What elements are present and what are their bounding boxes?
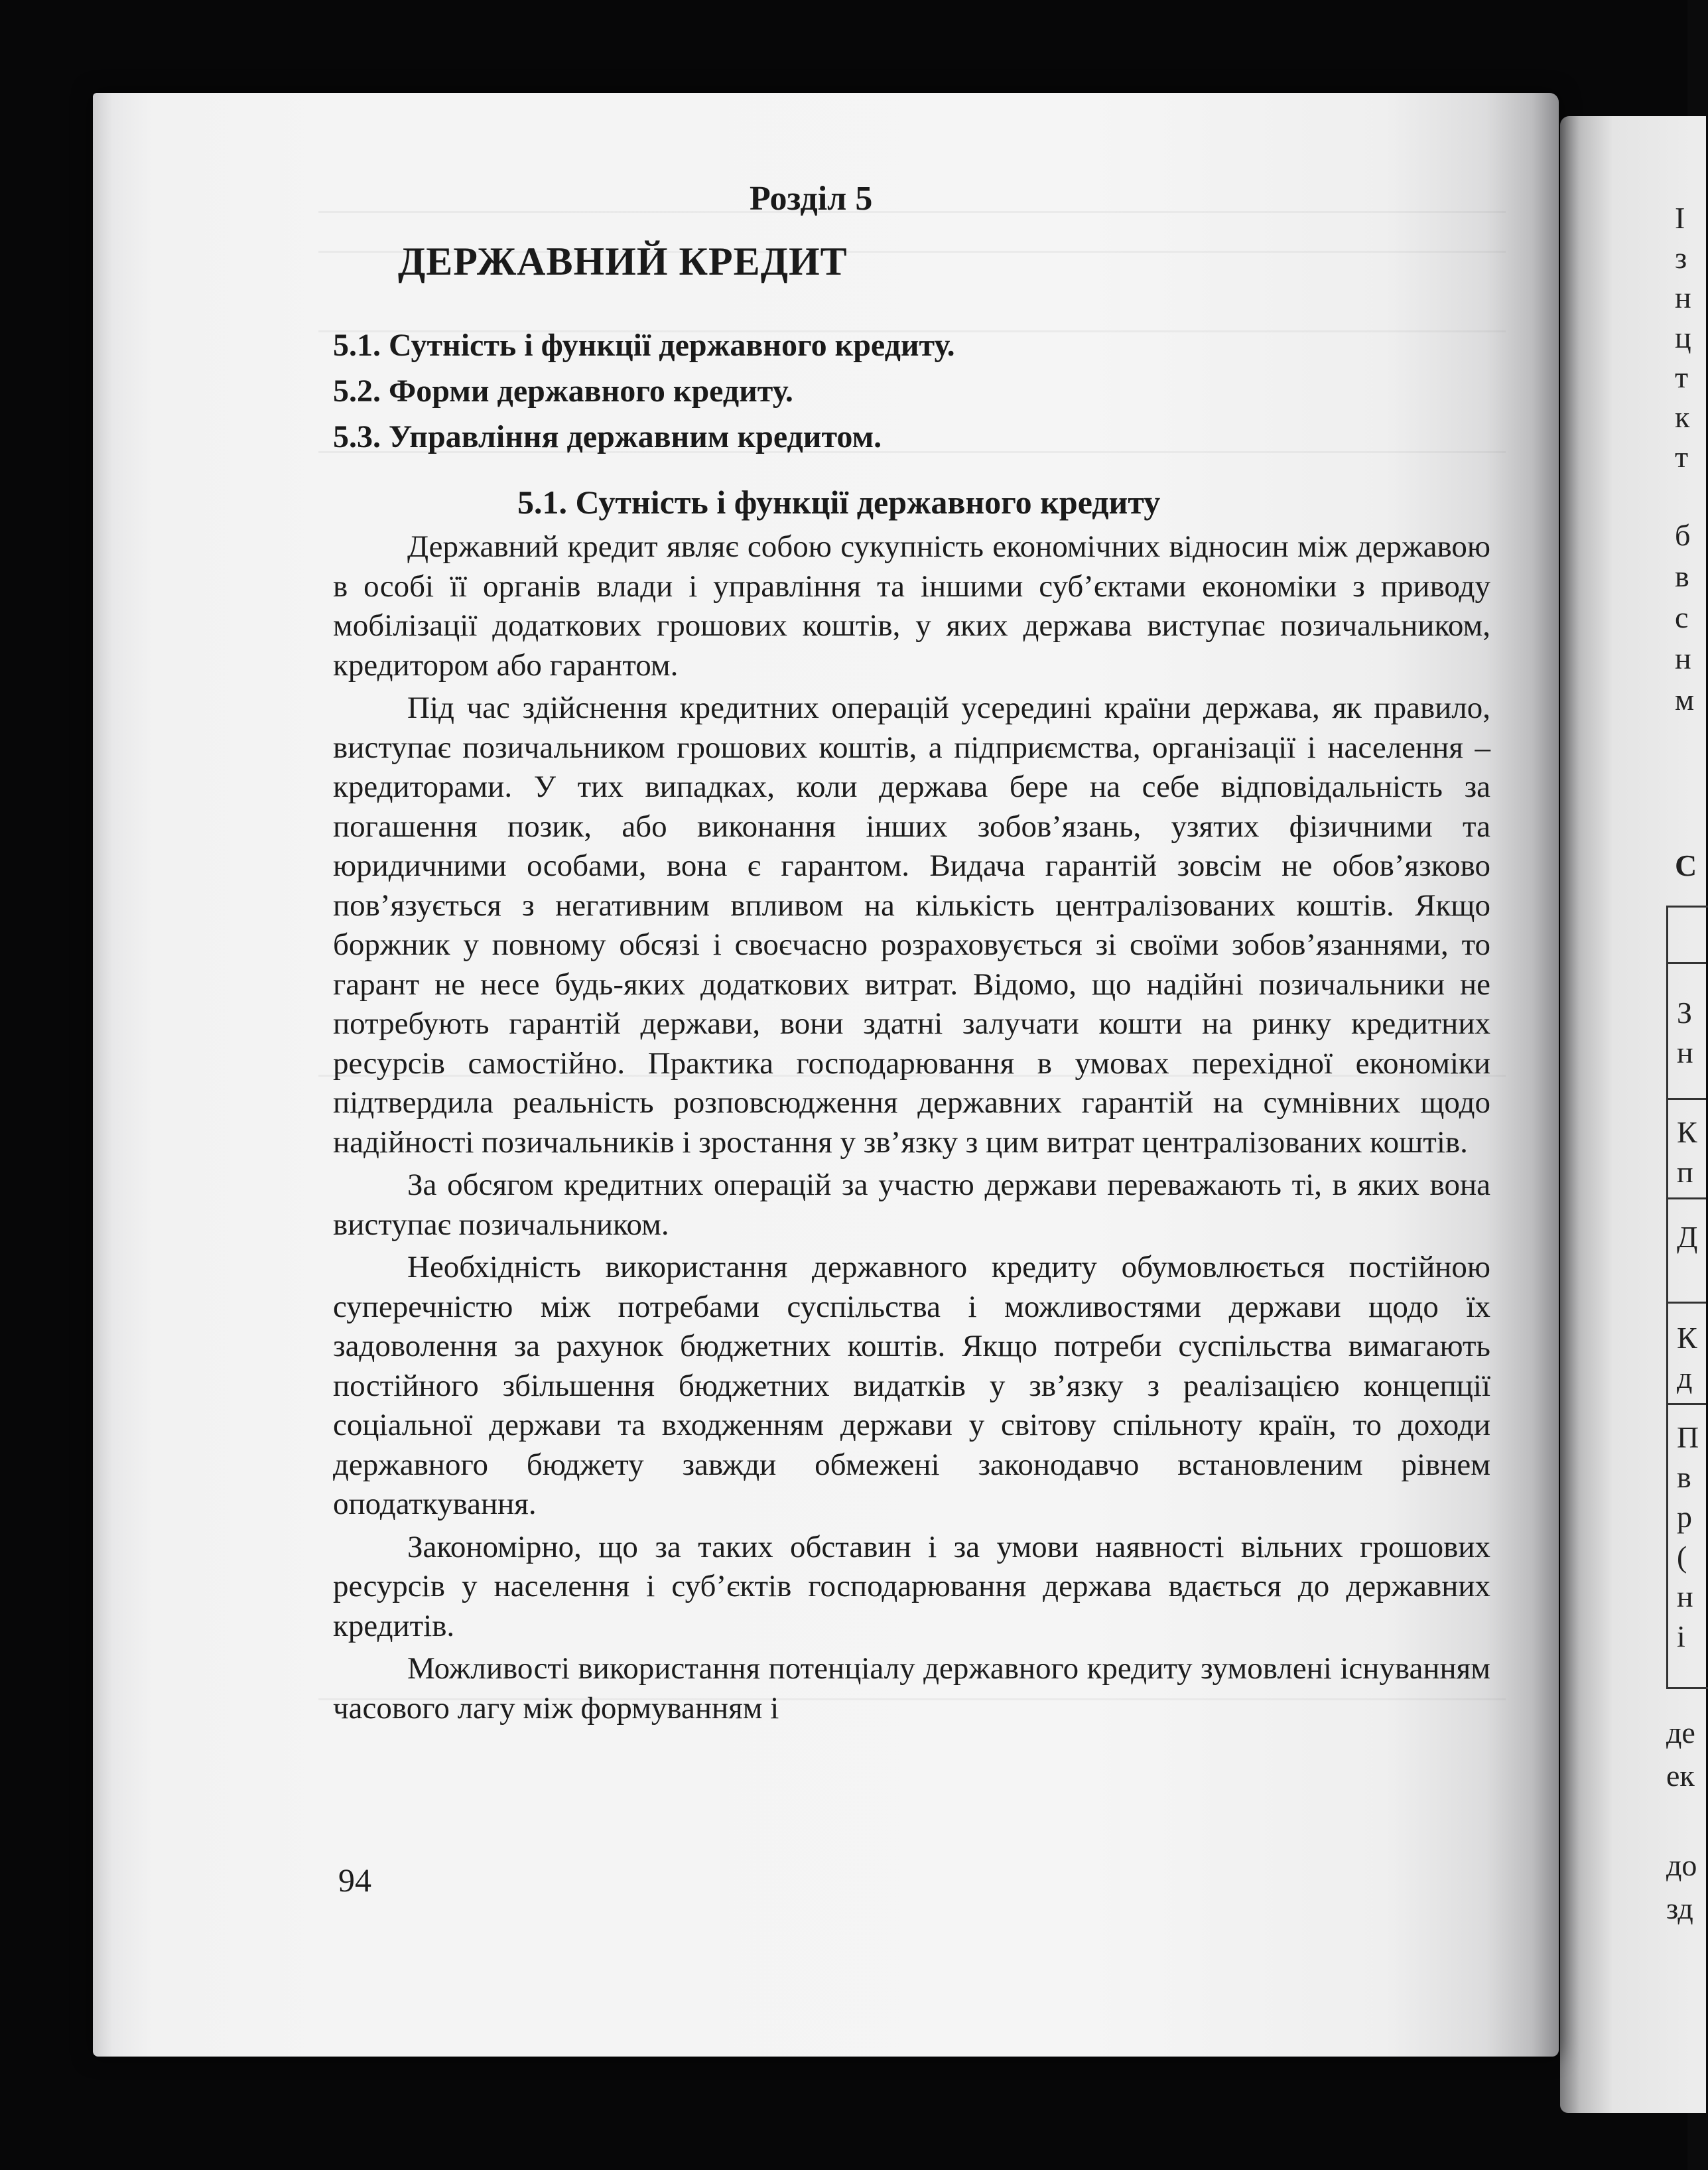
body-text <box>333 527 1490 1731</box>
toc-item: 5.2. Форми державного кредиту. <box>333 373 793 409</box>
table-rule <box>1666 1302 1706 1304</box>
right-page-letter: ( <box>1677 1540 1687 1574</box>
table-rule <box>1666 962 1706 964</box>
right-page-letter: К <box>1677 1321 1697 1355</box>
right-page-letter: д <box>1677 1361 1693 1394</box>
right-page-letter: р <box>1677 1500 1692 1534</box>
paragraph: За обсягом кредитних операцій за участю держави переважають ті, в яких вона виступає позичальником. <box>333 1168 1490 1242</box>
table-of-contents <box>333 322 955 460</box>
table-rule <box>1666 1197 1706 1199</box>
toc-item: 5.3. Управління державним кредитом. <box>333 419 882 454</box>
paragraph: Під час здійснення кредитних операцій усередині країни держава, як правило, виступає позичальником грошових коштів, а підприємства, організації і населення – кредиторами. У тих випадках, коли держава бере на себе відповідальність за погашення позик, або виконання інших зобов’язань, узятих фізичними та юридичними особами, вона є гарантом. Видача гарантій зовсім не обов’язково пов’язується з негативним впливом на кількість централізованих коштів. Якщо боржник у повному обсязі і своєчасно розраховується зі своїми зобов’язаннями, то гарант не несе будь-яких додаткових витрат. Відомо, що надійні позичальники не потребують гарантій держави, вони здатні залучати кошти на ринку кредитних ресурсів самостійно. Практика господарювання в умовах перехідної економіки підтвердила реальність розповсюдження державних гарантій на сумнівних щодо надійності позичальників і зростання у зв’язку з цим витрат централізованих коштів. <box>333 691 1490 1160</box>
right-page-heading-letter: С <box>1675 848 1697 882</box>
right-page-fragment: ек <box>1666 1759 1695 1793</box>
right-page-letter: с <box>1675 600 1689 634</box>
right-page-letter: п <box>1677 1155 1693 1189</box>
right-page-letter: т <box>1675 360 1689 394</box>
right-page-letter: П <box>1677 1420 1699 1454</box>
right-page-letter: ц <box>1675 320 1691 354</box>
right-page-letter: н <box>1675 642 1691 675</box>
chapter-title: ДЕРЖАВНИЙ КРЕДИТ <box>398 239 848 283</box>
right-page-letter: т <box>1675 440 1689 474</box>
right-page-letter: к <box>1675 400 1690 434</box>
right-page-letter: З <box>1677 996 1693 1030</box>
page-number: 94 <box>338 1862 371 1899</box>
table-rule <box>1666 1098 1706 1100</box>
table-rule <box>1666 1403 1706 1405</box>
right-page-letter: в <box>1675 559 1689 593</box>
right-page-letter: з <box>1675 241 1687 275</box>
section-heading: 5.1. Сутність і функції державного кредиту <box>517 484 1161 521</box>
paragraph: Закономірно, що за таких обставин і за умови наявності вільних грошових ресурсів у населення і суб’єктів господарювання держава вдається до державних кредитів. <box>333 1529 1490 1643</box>
paragraph: Можливості використання потенціалу державного кредиту зумовлені існуванням часового лагу між формуванням і <box>333 1651 1490 1726</box>
right-page-fragment: до <box>1666 1848 1697 1882</box>
chapter-number: Розділ 5 <box>750 180 873 218</box>
right-page-fragment: де <box>1666 1716 1695 1749</box>
right-page-letter: І <box>1675 201 1685 235</box>
bleed-line <box>318 211 1506 213</box>
right-page-letter: м <box>1675 683 1695 716</box>
right-page-letter: і <box>1677 1619 1685 1653</box>
paragraph: Державний кредит являє собою сукупність економічних відносин між державою в особі її органів влади і управління та іншими суб’єктами економіки з приводу мобілізації додаткових грошових коштів, у яких держава виступає позичальником, кредитором або гарантом. <box>333 529 1490 683</box>
right-page-letter: н <box>1677 1580 1693 1613</box>
paragraph: Необхідність використання державного кредиту обумовлюється постійною суперечністю між потребами суспільства і можливостями держави щодо їх задоволення за рахунок бюджетних коштів. Якщо потреби суспільства вимагають постійного збільшення бюджетних видатків у зв’язку з реалізацією концепції соціальної держави та входженням держави у світову спільноту країн, то доходи державного бюджету завжди обмежені законодавчо встановленим рівнем оподаткування. <box>333 1250 1490 1521</box>
right-page-letter: б <box>1675 518 1691 552</box>
right-page-letter: н <box>1677 1036 1693 1069</box>
toc-item: 5.1. Сутність і функції державного кредиту. <box>333 328 955 363</box>
right-page-letter: Д <box>1677 1220 1698 1254</box>
right-page-fragment: зд <box>1666 1891 1693 1925</box>
right-page-letter: К <box>1677 1115 1697 1149</box>
right-page-letter: в <box>1677 1460 1691 1494</box>
right-page-letter: н <box>1675 281 1691 314</box>
